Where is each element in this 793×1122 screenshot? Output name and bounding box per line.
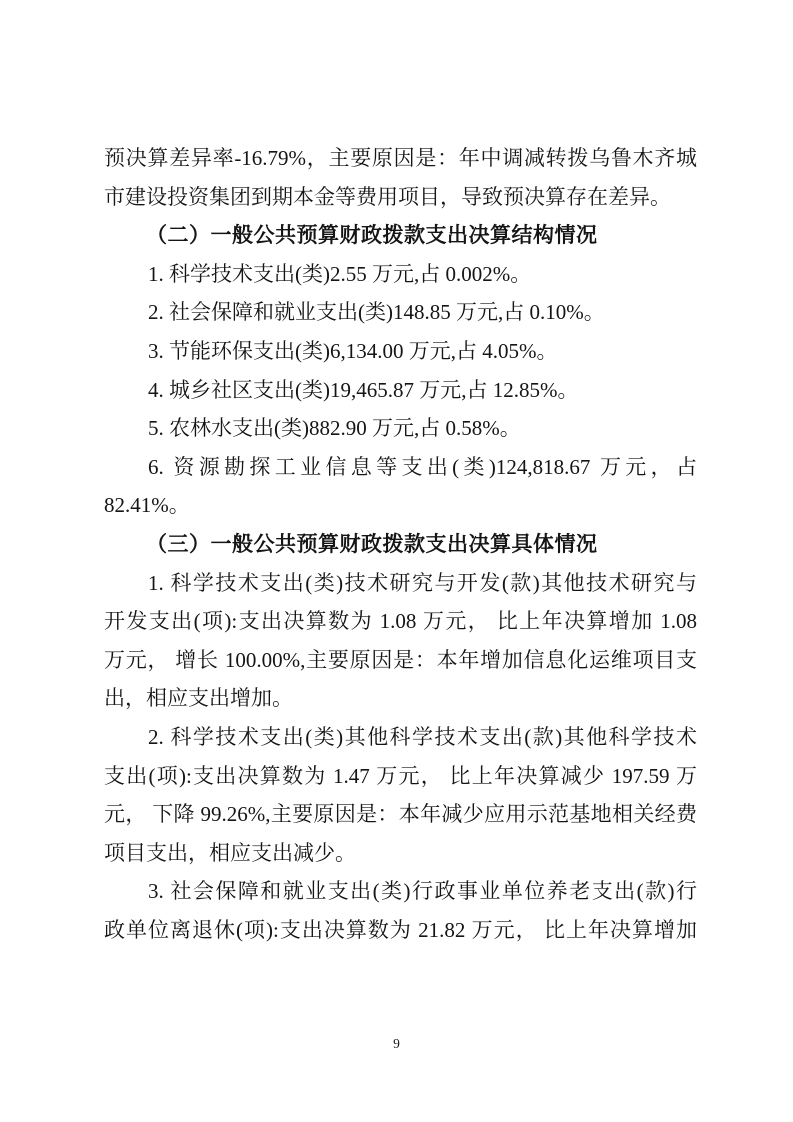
document-body (104, 139, 697, 949)
list-item: 2. 社会保障和就业支出(类)148.85 万元,占 0.10%。 (148, 300, 605, 325)
text-line: 市建设投资集团到期本金等费用项目，导致预决算存在差异。 (104, 184, 671, 209)
section-heading: （三）一般公共预算财政拨款支出决算具体情况 (146, 531, 598, 556)
text-line: 政单位离退休(项):支出决算数为 21.82 万元， 比上年决算增加 (104, 917, 697, 942)
list-item: 4. 城乡社区支出(类)19,465.87 万元,占 12.85%。 (148, 377, 579, 402)
list-item: 5. 农林水支出(类)882.90 万元,占 0.58%。 (148, 416, 521, 441)
list-item: 2. 科学技术支出(类)其他科学技术支出(款)其他科学技术 (148, 724, 697, 749)
text-line: 82.41%。 (104, 493, 190, 518)
list-item: 1. 科学技术支出(类)2.55 万元,占 0.002%。 (148, 261, 532, 286)
text-line: 预决算差异率-16.79%，主要原因是：年中调减转拨乌鲁木齐城 (104, 146, 697, 170)
text-line: 元， 下降 99.26%,主要原因是：本年减少应用示范基地相关经费 (104, 802, 697, 827)
text-line: 开发支出(项):支出决算数为 1.08 万元， 比上年决算增加 1.08 (104, 609, 697, 634)
list-item: 6. 资源勘探工业信息等支出(类)124,818.67 万元，占 (148, 454, 697, 479)
text-line: 支出(项):支出决算数为 1.47 万元， 比上年决算减少 197.59 万 (104, 763, 697, 788)
page-number: 9 (393, 1036, 400, 1051)
section-heading: （二）一般公共预算财政拨款支出决算结构情况 (146, 223, 598, 248)
text-line: 项目支出，相应支出减少。 (104, 840, 356, 865)
list-item: 1. 科学技术支出(类)技术研究与开发(款)其他技术研究与 (148, 570, 697, 595)
list-item: 3. 社会保障和就业支出(类)行政事业单位养老支出(款)行 (148, 879, 697, 904)
list-item: 3. 节能环保支出(类)6,134.00 万元,占 4.05%。 (148, 338, 558, 363)
text-line: 出，相应支出增加。 (104, 686, 293, 711)
text-line: 万元， 增长 100.00%,主要原因是：本年增加信息化运维项目支 (104, 647, 697, 672)
